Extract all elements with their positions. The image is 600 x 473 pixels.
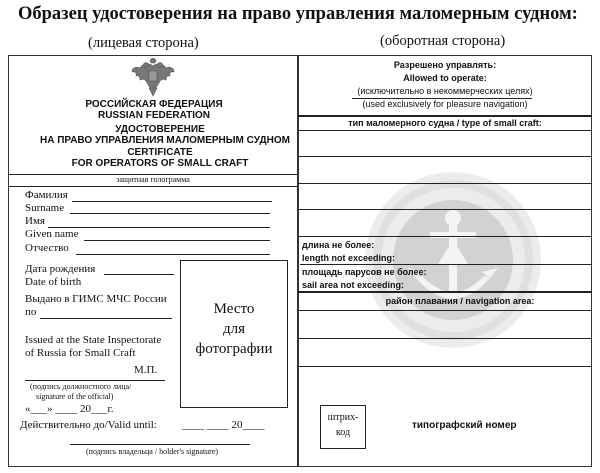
issued-en-line-1: Issued at the State Inspectorate <box>25 334 162 346</box>
patronymic-line <box>76 254 270 255</box>
typographic-number-label: типографский номер <box>412 420 517 431</box>
patronymic-label: Отчество <box>25 242 69 254</box>
front-side-label: (лицевая сторона) <box>88 35 199 51</box>
barcode-box <box>320 405 366 449</box>
barcode-label-2: код <box>335 427 351 438</box>
photo-label-2: для <box>222 321 246 337</box>
length-line <box>300 264 592 265</box>
title-en-2: FOR OPERATORS OF SMALL CRAFT <box>71 158 249 169</box>
noncommercial-ru: (исключительно в некоммерческих целях) <box>357 86 533 96</box>
name-line <box>48 227 270 228</box>
craft-row-5 <box>298 236 592 237</box>
title-en-1: CERTIFICATE <box>127 147 193 158</box>
valid-until-label: Действительно до/Valid until: <box>20 419 157 431</box>
name-ru-label: Имя <box>25 215 45 227</box>
back-side-label: (оборотная сторона) <box>380 33 506 49</box>
noncommercial-en: (used exclusively for pleasure navigation) <box>362 99 528 109</box>
official-signature-line <box>25 380 165 381</box>
surname-en-line <box>70 213 270 214</box>
back-divider-mid <box>298 291 592 293</box>
seal-mark: М.П. <box>134 364 158 376</box>
hologram-label: защитная голограмма <box>116 175 190 184</box>
title-ru-1: УДОСТОВЕРЕНИЕ <box>115 124 205 135</box>
nav-row-3 <box>298 366 592 367</box>
length-ru-label: длина не более: <box>302 240 375 250</box>
page-title: Образец удостоверения на право управления маломерным судном: <box>18 4 578 24</box>
holder-signature-label: (подпись владельца / holder's signature) <box>86 447 219 456</box>
double-headed-eagle-emblem-icon <box>128 58 178 98</box>
holder-signature-line <box>70 444 250 445</box>
issued-en-line-2: of Russia for Small Craft <box>25 347 136 359</box>
back-divider-top <box>298 115 592 117</box>
craft-type-label: тип маломерного судна / type of small craft: <box>348 118 542 128</box>
issued-ru-label: Выдано в ГИМС МЧС России <box>25 293 167 305</box>
craft-row-2 <box>298 156 592 157</box>
photo-label-1: Место <box>213 301 255 317</box>
dob-en-label: Date of birth <box>25 276 82 288</box>
allowed-en: Allowed to operate: <box>403 73 487 83</box>
dob-line <box>104 274 174 275</box>
official-signature-label-1: (подпись должностного лица/ <box>30 382 132 391</box>
valid-until-value: ____ ____ 20____ <box>182 419 265 431</box>
craft-row-1 <box>298 130 592 131</box>
hologram-divider <box>8 186 298 187</box>
allowed-line <box>352 98 532 99</box>
barcode-label-1: штрих- <box>327 412 359 423</box>
length-en-label: length not exceeding: <box>302 253 396 263</box>
surname-line <box>72 201 272 202</box>
allowed-ru: Разрешено управлять: <box>393 60 497 70</box>
sail-en-label: sail area not exceeding: <box>302 280 405 290</box>
name-en-line <box>84 240 270 241</box>
photo-placeholder <box>180 260 288 408</box>
nav-row-2 <box>298 338 592 339</box>
title-ru-2: НА ПРАВО УПРАВЛЕНИЯ МАЛОМЕРНЫМ СУДНОМ <box>40 135 290 146</box>
nav-row-1 <box>298 310 592 311</box>
federation-ru: РОССИЙСКАЯ ФЕДЕРАЦИЯ <box>85 99 223 110</box>
sail-ru-label: площадь парусов не более: <box>302 267 427 277</box>
name-en-label: Given name <box>25 228 79 240</box>
dob-ru-label: Дата рождения <box>25 263 96 275</box>
federation-en: RUSSIAN FEDERATION <box>97 110 211 121</box>
issue-date-line: «___» ____ 20___г. <box>25 403 114 415</box>
photo-label-3: фотографии <box>195 341 273 357</box>
surname-ru-label: Фамилия <box>25 189 68 201</box>
craft-row-4 <box>298 209 592 210</box>
surname-en-label: Surname <box>25 202 65 214</box>
issued-po-line <box>40 318 172 319</box>
craft-row-3 <box>298 183 592 184</box>
official-signature-label-2: signature of the official) <box>36 392 114 401</box>
nav-area-label: район плавания / navigation area: <box>385 296 535 306</box>
issued-po-label: по <box>25 306 37 318</box>
